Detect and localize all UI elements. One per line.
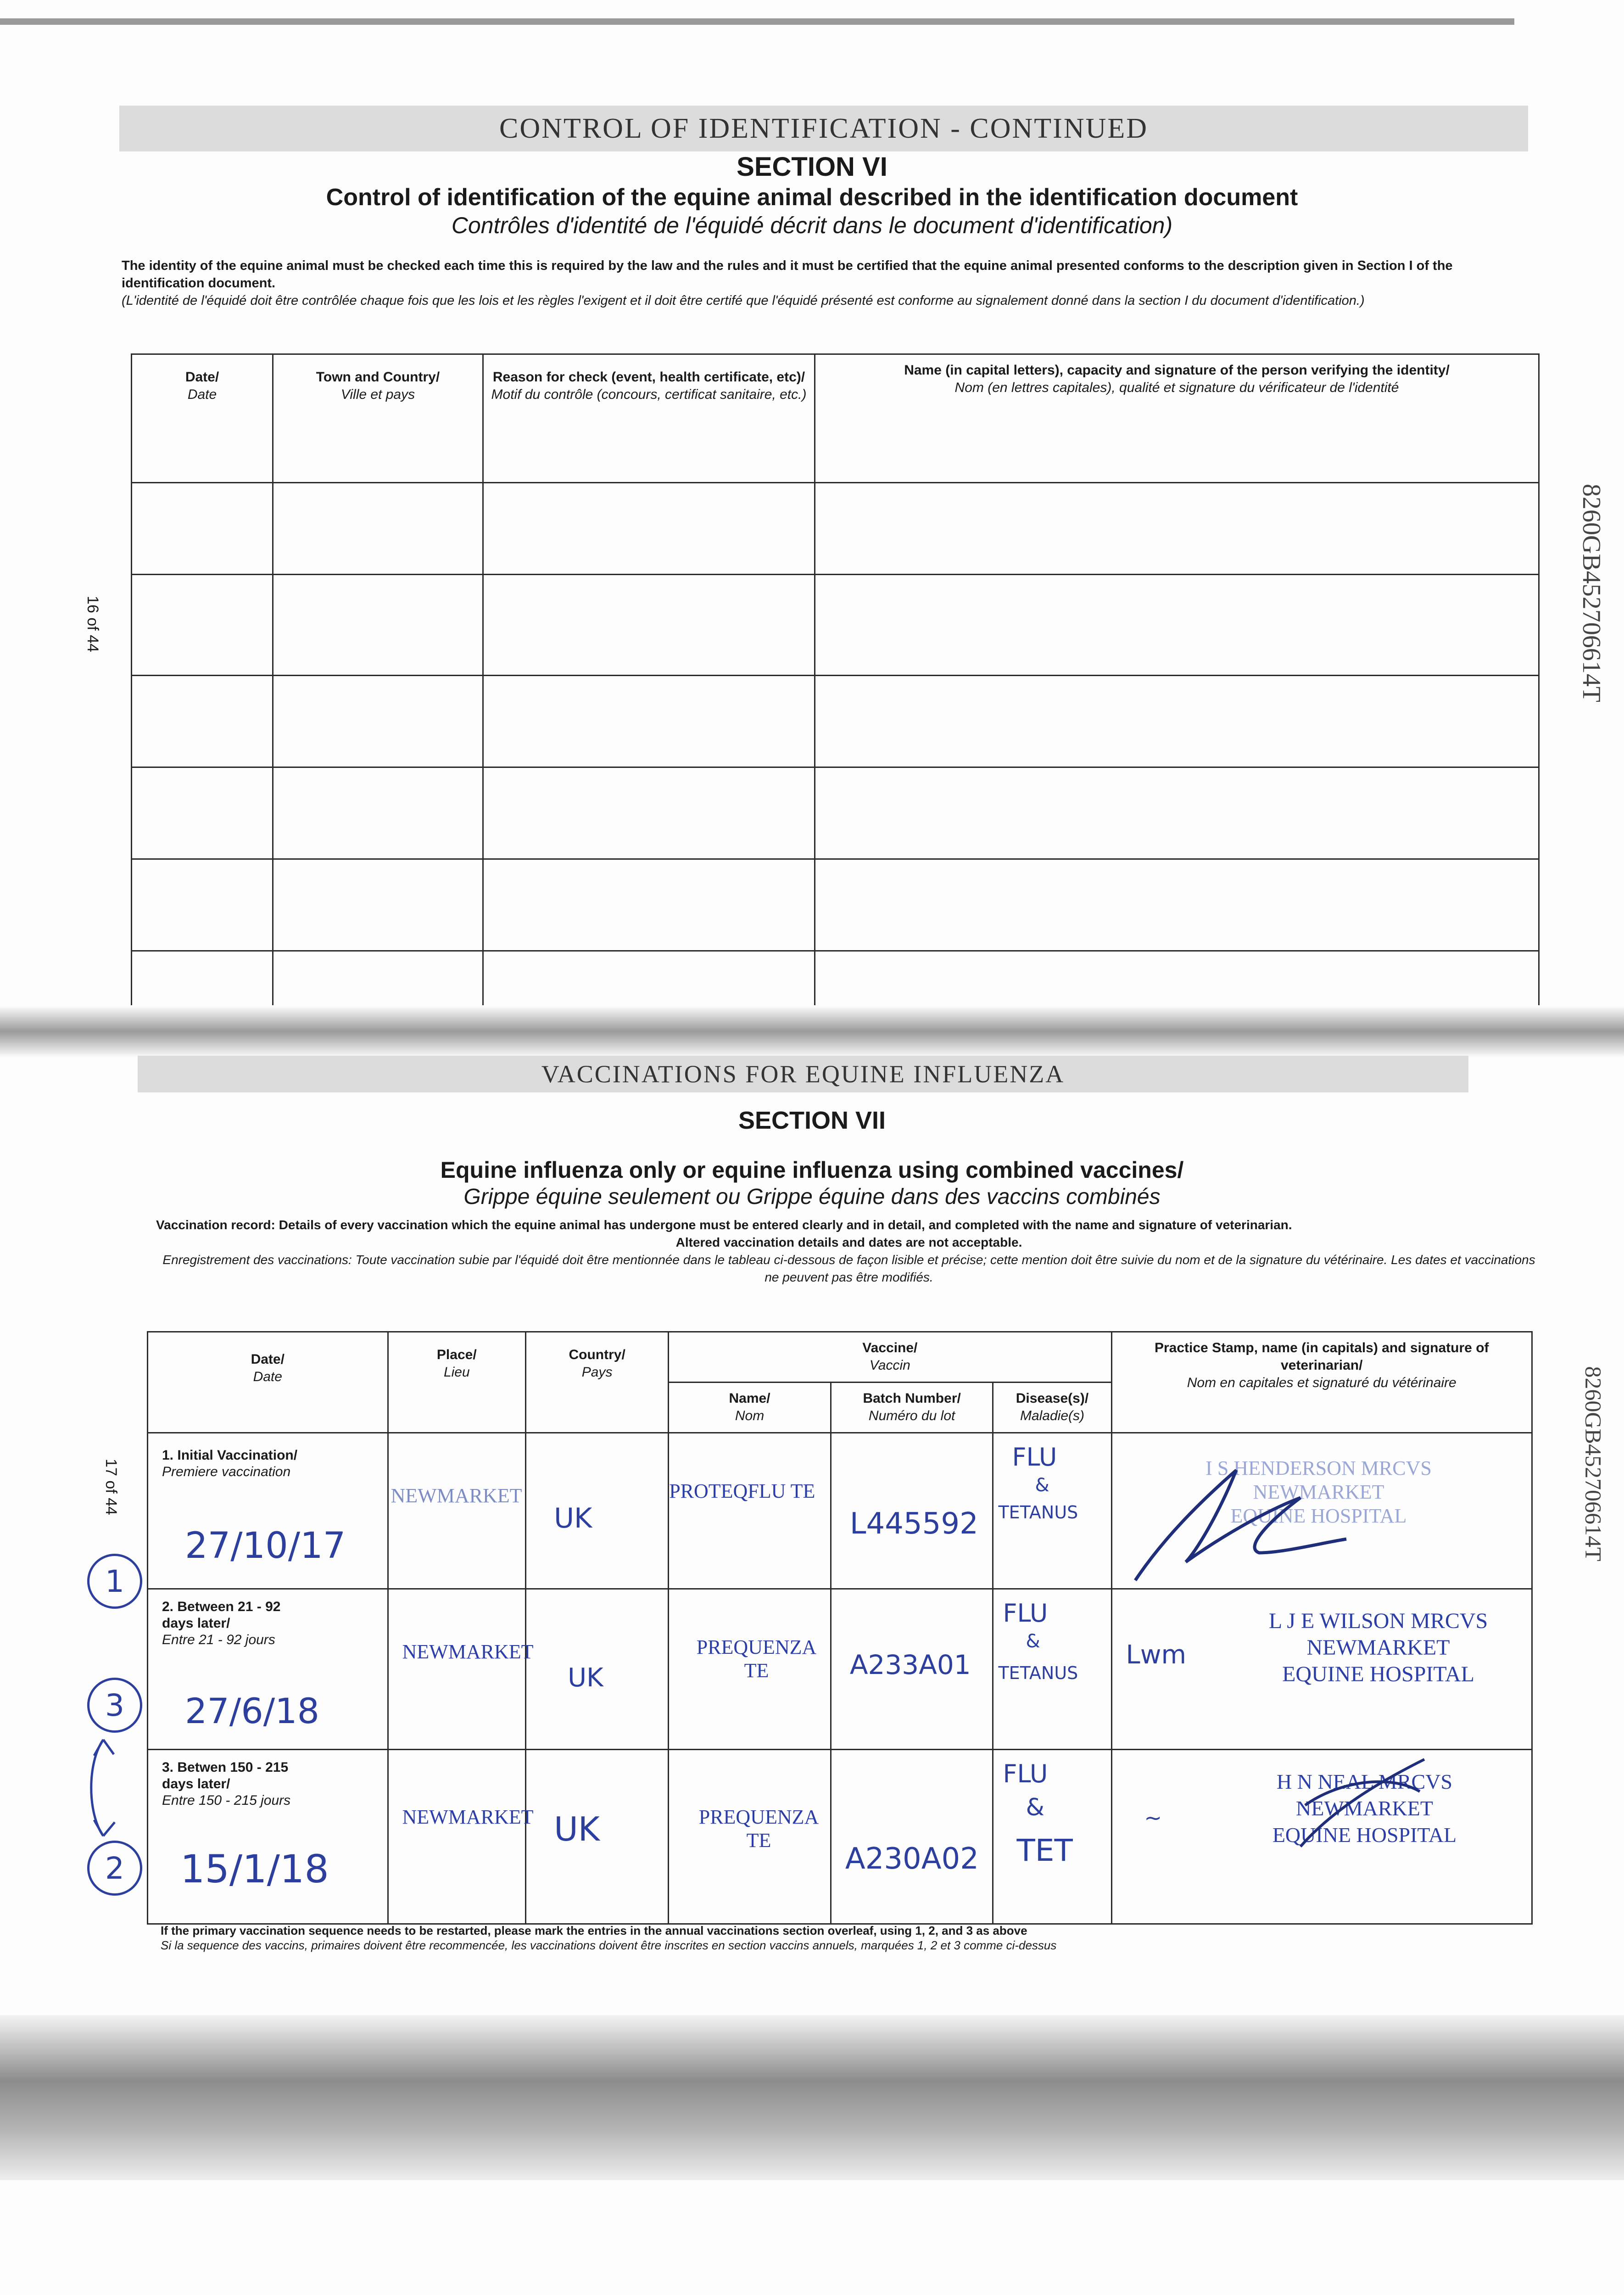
section7-footnote bbox=[161, 1923, 1491, 1953]
row1-date: 27/10/17 bbox=[185, 1525, 346, 1567]
row3-disease-1: FLU bbox=[1003, 1759, 1048, 1788]
row3-place: NEWMARKET bbox=[402, 1806, 534, 1828]
footnote-fr: Si la sequence des vaccins, primaires doivent être recommencée, les vaccinations doivent être inscrites en section vaccins annuels, marquées 1, 2 et 3 comme ci-dessus bbox=[161, 1938, 1057, 1952]
vh-country: Country/ Pays bbox=[526, 1332, 669, 1433]
row2-batch: A233A01 bbox=[849, 1649, 971, 1680]
row3-label-fr: Entre 150 - 215 jours bbox=[162, 1793, 291, 1808]
header-date: Date/ Date bbox=[132, 354, 273, 483]
page-number-17: 17 of 44 bbox=[102, 1459, 120, 1515]
bottom-binding-shadow bbox=[0, 2015, 1624, 2180]
row1-disease-3: TETANUS bbox=[998, 1502, 1078, 1523]
row2-circle-number: 3 bbox=[105, 1687, 124, 1723]
header-reason: Reason for check (event, health certificate, etc)/ Motif du contrôle (concours, certificat sanitaire, etc.) bbox=[483, 354, 815, 483]
row3-label: 3. Betwen 150 - 215 days later/ bbox=[162, 1760, 289, 1791]
row3-country: UK bbox=[554, 1810, 600, 1848]
table-row bbox=[132, 483, 1539, 575]
table-row bbox=[132, 767, 1539, 859]
section6-banner-text: CONTROL OF IDENTIFICATION - CONTINUED bbox=[499, 112, 1149, 144]
row3-disease-2: & bbox=[1026, 1794, 1045, 1821]
table-row bbox=[132, 676, 1539, 767]
section6-banner bbox=[119, 106, 1528, 151]
row3-vaccine: PREQUENZA TE bbox=[698, 1806, 819, 1852]
section7-intro bbox=[156, 1216, 1542, 1286]
header-verifier: Name (in capital letters), capacity and signature of the person verifying the identity/ Nom (en lettres capitales), qualité et signature du vérificateur de l'identité bbox=[815, 354, 1539, 483]
row2-label-fr: Entre 21 - 92 jours bbox=[162, 1632, 275, 1647]
table-row bbox=[148, 1433, 1532, 1589]
vaccination-table bbox=[147, 1331, 1533, 1925]
table-row bbox=[148, 1750, 1532, 1924]
row3-circle bbox=[87, 1841, 142, 1896]
row2-disease-3: TETANUS bbox=[998, 1663, 1078, 1683]
table-row bbox=[132, 951, 1539, 1011]
row2-country: UK bbox=[568, 1663, 603, 1693]
row2-signature: Lwm bbox=[1126, 1640, 1187, 1670]
section7-record: Vaccination record: Details of every vaccination which the equine animal has undergone must be entered clearly and in detail, and completed with the name and signature of veterinarian. bbox=[156, 1218, 1292, 1232]
row2-disease-1: FLU bbox=[1003, 1599, 1048, 1628]
section7-record-2: Altered vaccination details and dates are not acceptable. bbox=[675, 1235, 1022, 1249]
vh-place: Place/ Lieu bbox=[388, 1332, 526, 1433]
section6-title-fr: Contrôles d'identité de l'équidé décrit dans le document d'identification) bbox=[451, 213, 1173, 238]
row2-vaccine: PREQUENZA TE bbox=[696, 1636, 817, 1682]
swap-arrow-icon bbox=[78, 1735, 128, 1841]
row3-disease-3: TET bbox=[1016, 1833, 1073, 1868]
row1-batch: L445592 bbox=[849, 1507, 978, 1541]
section6-label: SECTION VI bbox=[737, 152, 887, 182]
row3-signature: ~ bbox=[1144, 1805, 1162, 1830]
row2-date: 27/6/18 bbox=[185, 1690, 319, 1731]
section6-intro bbox=[122, 257, 1517, 309]
table-row bbox=[148, 1589, 1532, 1750]
row1-label-fr: Premiere vaccination bbox=[162, 1464, 291, 1479]
section6-intro-fr: (L'identité de l'équidé doit être contrôlée chaque fois que les lois et les règles l'exigent et il doit être certifé que l'équidé présenté est conforme au signalement donné dans la section I du document d'identification.) bbox=[122, 293, 1365, 308]
table-row bbox=[132, 575, 1539, 676]
row1-disease-2: & bbox=[1035, 1475, 1049, 1496]
row3-signature-icon bbox=[1296, 1755, 1434, 1856]
row3-stamp: H N NEAL MRCVS NEWMARKET EQUINE HOSPITAL bbox=[1272, 1770, 1457, 1847]
row1-circle bbox=[87, 1554, 142, 1609]
section7-label: SECTION VII bbox=[738, 1107, 886, 1134]
row3-circle-number: 2 bbox=[105, 1850, 124, 1886]
row1-label: 1. Initial Vaccination/ bbox=[162, 1448, 298, 1463]
row1-disease-1: FLU bbox=[1012, 1443, 1057, 1472]
table-row bbox=[132, 859, 1539, 951]
row1-country: UK bbox=[554, 1502, 592, 1534]
page-number-16: 16 of 44 bbox=[84, 596, 101, 652]
section7-title-fr: Grippe équine seulement ou Grippe équine dans des vaccins combinés bbox=[463, 1185, 1161, 1209]
fold-shadow bbox=[0, 1005, 1624, 1058]
vh-disease: Disease(s)/ Maladie(s) bbox=[993, 1383, 1111, 1433]
section7-title: Equine influenza only or equine influenza using combined vaccines/ bbox=[440, 1157, 1184, 1183]
passport-number-top: 8260GB452706614T bbox=[1577, 484, 1606, 702]
identity-check-table bbox=[131, 353, 1540, 1011]
row1-place: NEWMARKET bbox=[391, 1484, 522, 1507]
row1-stamp: I S HENDERSON MRCVS NEWMARKET EQUINE HOSPITAL bbox=[1205, 1457, 1432, 1527]
row3-batch: A230A02 bbox=[845, 1842, 979, 1876]
vh-name: Name/ Nom bbox=[669, 1383, 831, 1433]
header-town-country: Town and Country/ Ville et pays bbox=[273, 354, 483, 483]
vh-vaccine: Vaccine/ Vaccin bbox=[669, 1332, 1111, 1383]
section7-record-fr: Enregistrement des vaccinations: Toute vaccination subie par l'équidé doit être mentionnée dans le tableau ci-dessous de façon lisible et précise; cette mention doit être suivie du nom et de la signature du vétérinaire. Les dates et vaccinations ne peuvent pas être modifiés. bbox=[162, 1253, 1535, 1284]
row2-disease-2: & bbox=[1026, 1631, 1040, 1652]
scan-edge-top bbox=[0, 18, 1514, 25]
section6-title: Control of identification of the equine animal described in the identification document bbox=[326, 184, 1298, 211]
row1-circle-number: 1 bbox=[105, 1563, 124, 1599]
row2-stamp: L J E WILSON MRCVS NEWMARKET EQUINE HOSPITAL bbox=[1268, 1609, 1488, 1686]
section7-banner bbox=[138, 1056, 1468, 1092]
passport-number-bottom: 8260GB452706614T bbox=[1580, 1366, 1607, 1562]
row1-vaccine: PROTEQFLU TE bbox=[669, 1480, 815, 1502]
row1-signature-icon bbox=[1126, 1447, 1356, 1585]
row2-label: 2. Between 21 - 92 days later/ bbox=[162, 1599, 281, 1631]
vh-practice: Practice Stamp, name (in capitals) and signature of veterinarian/ Nom en capitales et signaturé du vétérinaire bbox=[1111, 1332, 1532, 1433]
vh-batch: Batch Number/ Numéro du lot bbox=[831, 1383, 993, 1433]
vh-date: Date/ Date bbox=[148, 1332, 388, 1433]
footnote-en: If the primary vaccination sequence needs to be restarted, please mark the entries in the annual vaccinations section overleaf, using 1, 2, and 3 as above bbox=[161, 1924, 1027, 1937]
section6-intro-en: The identity of the equine animal must be checked each time this is required by the law and the rules and it must be certified that the equine animal presented conforms to the description given in Section I of the identification document. bbox=[122, 258, 1453, 291]
row3-date: 15/1/18 bbox=[180, 1847, 329, 1892]
section7-banner-text: VACCINATIONS FOR EQUINE INFLUENZA bbox=[541, 1060, 1065, 1088]
row2-place: NEWMARKET bbox=[402, 1640, 534, 1663]
row2-circle bbox=[87, 1678, 142, 1733]
